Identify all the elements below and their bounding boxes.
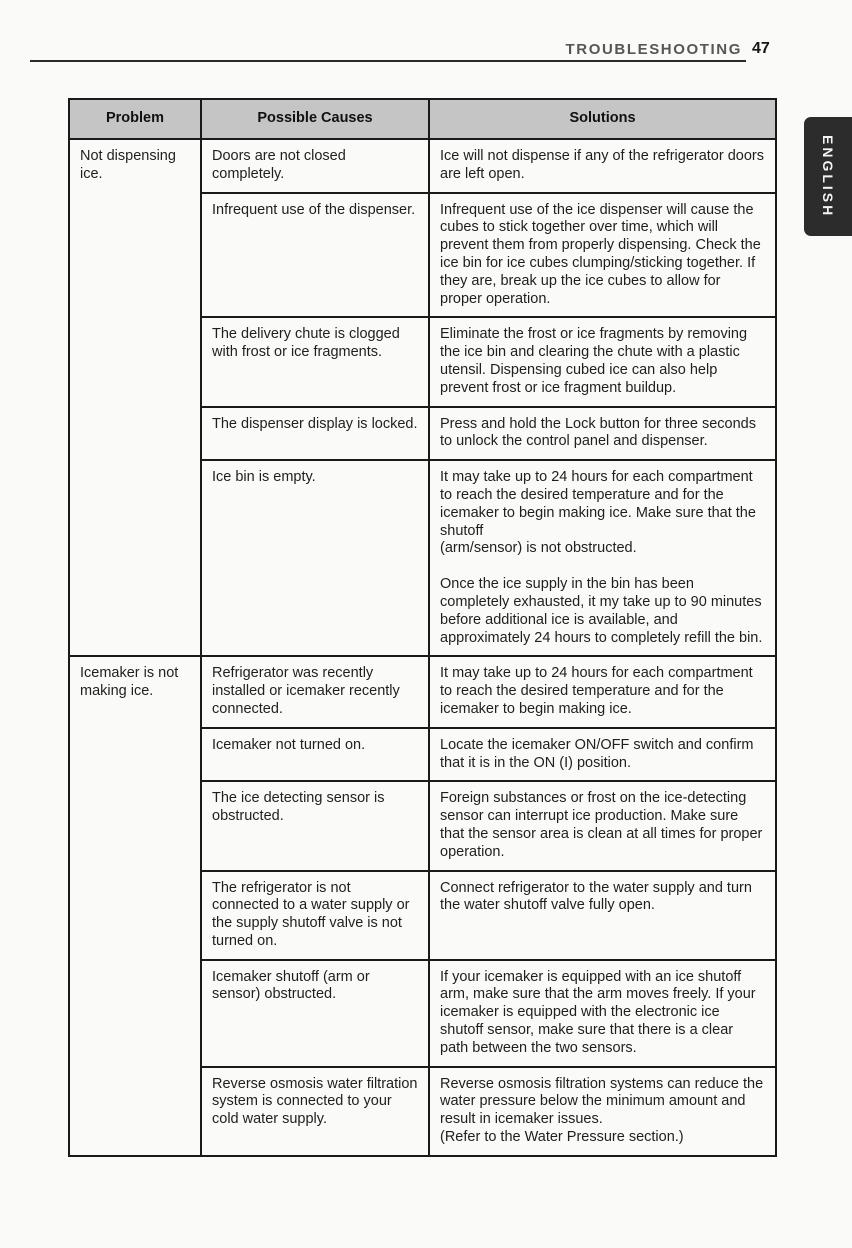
- cause-cell: Ice bin is empty.: [201, 460, 429, 656]
- solution-cell: [429, 960, 776, 1067]
- solution-paragraph: Foreign substances or frost on the ice-detecting sensor can interrupt ice production. Make sure that the sensor area is clean at all times for proper operation.: [440, 790, 763, 860]
- solution-paragraph: Press and hold the Lock button for three seconds to unlock the control panel and dispenser.: [440, 415, 756, 450]
- page-header-title: TROUBLESHOOTING: [565, 41, 742, 58]
- solution-paragraph: Ice will not dispense if any of the refrigerator doors are left open.: [440, 148, 764, 182]
- table-row: [69, 139, 776, 193]
- solution-paragraph: If your icemaker is equipped with an ice shutoff arm, make sure that the arm moves freely. If your icemaker is equipped with the electronic ice shutoff sensor, make sure that there is a clear path between the two sensors.: [440, 968, 756, 1056]
- cause-cell: The delivery chute is clogged with frost or ice fragments.: [201, 317, 429, 406]
- solution-paragraph: Eliminate the frost or ice fragments by removing the ice bin and clearing the chute with a plastic utensil. Dispensing cubed ice can also help prevent frost or ice fragment buildup.: [440, 326, 748, 396]
- solution-paragraph: Locate the icemaker ON/OFF switch and confirm that it is in the ON (I) position.: [440, 736, 754, 771]
- cause-cell: Refrigerator was recently installed or icemaker recently connected.: [201, 656, 429, 727]
- problem-cell: Not dispensing ice.: [69, 139, 201, 656]
- troubleshooting-table: [68, 98, 777, 1157]
- solution-cell: [429, 317, 776, 406]
- table-row: [69, 656, 776, 727]
- solution-paragraph: Once the ice supply in the bin has been completely exhausted, it my take up to 90 minutes before additional ice is available, and approximately 24 hours to completely refill the bin.: [440, 576, 763, 646]
- solution-paragraph: It may take up to 24 hours for each compartment to reach the desired temperature and for the icemaker to begin making ice.: [440, 665, 753, 717]
- header-rule: [30, 38, 746, 62]
- table-header-row: [69, 99, 776, 139]
- problem-cell: Icemaker is not making ice.: [69, 656, 201, 1156]
- cause-cell: The ice detecting sensor is obstructed.: [201, 781, 429, 870]
- cause-cell: Infrequent use of the dispenser.: [201, 193, 429, 318]
- solution-paragraph: Infrequent use of the ice dispenser will cause the cubes to stick together over time, which will prevent them from properly dispensing. Check the ice bin for ice cubes clumping/sticking together. If they are, break up the ice cubes to allow for proper operation.: [440, 201, 761, 307]
- column-header-possible-causes: Possible Causes: [201, 99, 429, 139]
- cause-cell: Doors are not closed completely.: [201, 139, 429, 193]
- solution-paragraph: Connect refrigerator to the water supply and turn the water shutoff valve fully open.: [440, 879, 752, 914]
- solution-cell: [429, 656, 776, 727]
- solution-cell: [429, 460, 776, 656]
- cause-cell: The refrigerator is not connected to a water supply or the supply shutoff valve is not turned on.: [201, 871, 429, 960]
- solution-cell: [429, 193, 776, 318]
- solution-cell: [429, 1067, 776, 1156]
- solution-cell: [429, 871, 776, 960]
- solution-paragraph: Reverse osmosis filtration systems can reduce the water pressure below the minimum amount and result in icemaker issues. (Refer to the Water Pressure section.): [440, 1075, 764, 1146]
- cause-cell: Icemaker shutoff (arm or sensor) obstructed.: [201, 960, 429, 1067]
- cause-cell: Icemaker not turned on.: [201, 728, 429, 782]
- solution-cell: [429, 139, 776, 193]
- cause-cell: The dispenser display is locked.: [201, 407, 429, 461]
- solution-cell: [429, 407, 776, 461]
- column-header-problem: Problem: [69, 99, 201, 139]
- solution-cell: [429, 728, 776, 782]
- language-tab-english[interactable]: ENGLISH: [804, 117, 852, 236]
- page-number: 47: [752, 40, 770, 57]
- column-header-solutions: Solutions: [429, 99, 776, 139]
- solution-paragraph: It may take up to 24 hours for each compartment to reach the desired temperature and for the icemaker to begin making ice. Make sure that the shutoff (arm/sensor) is not obstructed.: [440, 469, 756, 557]
- solution-cell: [429, 781, 776, 870]
- cause-cell: Reverse osmosis water filtration system is connected to your cold water supply.: [201, 1067, 429, 1156]
